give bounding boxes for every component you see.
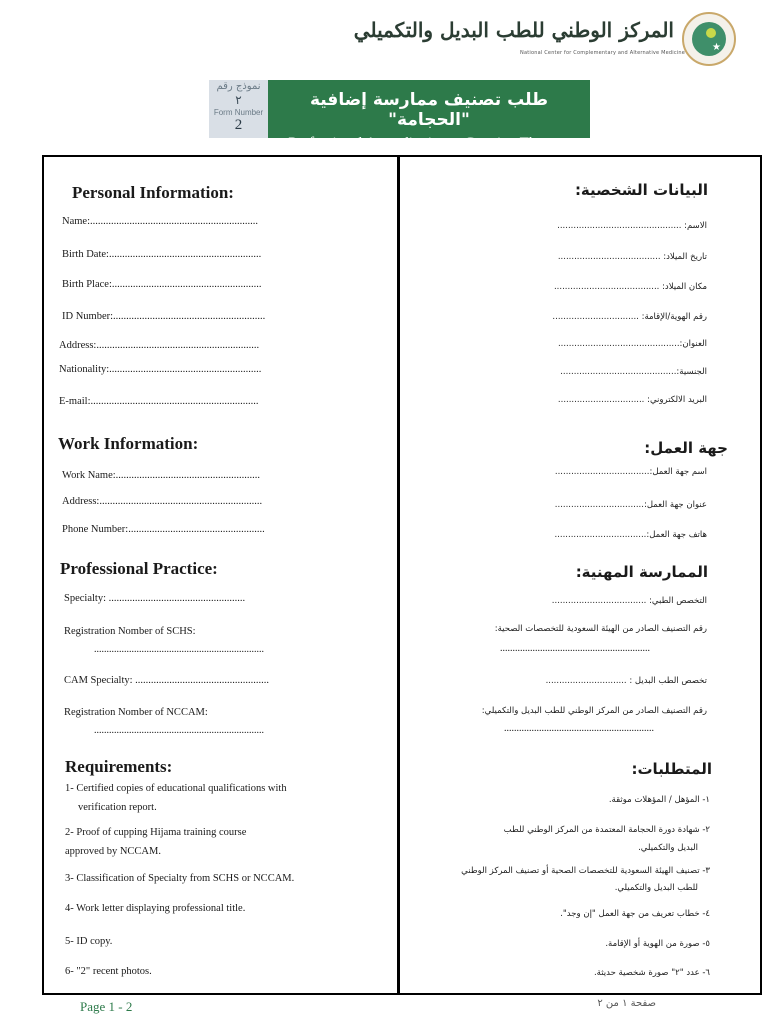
field-id-number-ar[interactable]: رقم الهوية/الإقامة: ................................ (552, 312, 707, 322)
requirement-item-ar: للطب البديل والتكميلي. (614, 883, 698, 893)
field-specialty-ar[interactable]: التخصص الطبي: ................................... (551, 596, 707, 606)
column-divider (397, 155, 400, 995)
field-birth-place-en[interactable]: Birth Place:......................................................... (62, 279, 262, 290)
work-heading-en: Work Information: (58, 434, 199, 453)
form-title-en: Professional Accreditation -- Cupping Therapy (288, 135, 570, 151)
requirement-item: 5- ID copy. (65, 936, 113, 947)
requirement-item: 1- Certified copies of educational qualifications with (65, 783, 287, 794)
requirement-item-ar: ٥- صورة من الهوية أو الإقامة. (605, 939, 710, 949)
field-cam-specialty-en[interactable]: CAM Specialty: ................................................... (64, 675, 270, 686)
form-number-ar: ٢ (235, 93, 242, 107)
field-nationality-ar[interactable]: الجنسية:........................................... (560, 367, 707, 377)
personal-heading-ar: البيانات الشخصية: (574, 181, 708, 199)
field-schs-line-en[interactable]: .................................................................... (94, 644, 264, 655)
field-cam-specialty-ar[interactable]: تخصص الطب البديل : .............................. (545, 676, 707, 686)
form-number-label-en: Form Number (213, 108, 264, 117)
field-work-name-en[interactable]: Work Name:....................................................... (62, 470, 261, 481)
field-nccam-line-en[interactable]: .................................................................... (94, 725, 264, 736)
requirement-item: 6- "2" recent photos. (65, 966, 152, 977)
field-nccam-label-ar: رقم التصنيف الصادر من المركز الوطني للطب البديل والتكميلي: (481, 706, 707, 716)
requirement-item-ar: البديل والتكميلي. (638, 843, 698, 853)
field-nccam-line-ar[interactable]: ............................................................ (504, 723, 654, 734)
field-birth-date-ar[interactable]: تاريخ الميلاد: ...................................... (557, 252, 707, 262)
field-birth-place-ar[interactable]: مكان الميلاد: ....................................... (553, 282, 707, 292)
requirement-item: 2- Proof of cupping Hijama training course (65, 827, 247, 838)
form-number-box (209, 80, 268, 138)
field-email-en[interactable]: E-mail:................................................................ (59, 396, 259, 407)
work-heading-ar: جهة العمل: (644, 439, 728, 457)
page-number-ar: صفحة ١ من ٢ (597, 998, 656, 1009)
requirement-item-ar: ٣- تصنيف الهيئة السعودية للتخصصات الصحية أو تصنيف المركز الوطني (461, 866, 710, 876)
requirement-item: approved by NCCAM. (65, 846, 161, 857)
field-phone-en[interactable]: Phone Number:.................................................... (62, 524, 265, 535)
field-schs-label-ar: رقم التصنيف الصادر من الهيئة السعودية للتخصصات الصحية: (494, 624, 707, 634)
field-specialty-en[interactable]: Specialty: .................................................... (64, 593, 246, 604)
field-work-address-en[interactable]: Address:.............................................................. (62, 496, 263, 507)
field-work-address-ar[interactable]: عنوان جهة العمل:................................. (554, 500, 707, 510)
field-work-name-ar[interactable]: اسم جهة العمل:................................... (554, 467, 707, 477)
personal-heading-en: Personal Information: (72, 183, 234, 202)
form-number-en: 2 (234, 117, 243, 133)
practice-heading-ar: الممارسة المهنية: (575, 563, 708, 581)
field-schs-label-en: Registration Nomber of SCHS: (64, 626, 196, 637)
requirement-item-ar: ٦- عدد "٢" صورة شخصية حديثة. (593, 968, 710, 978)
center-logo-icon: ★ (682, 12, 736, 66)
requirement-item-ar: ١- المؤهل / المؤهلات موثقة. (608, 795, 710, 805)
field-work-phone-ar[interactable]: هاتف جهة العمل:.................................. (554, 530, 707, 540)
form-number-label-ar: نموذج رقم (216, 81, 261, 92)
field-nccam-label-en: Registration Nomber of NCCAM: (64, 707, 208, 718)
logo-arabic-text: المركز الوطني للطب البديل والتكميلي (353, 18, 674, 42)
requirement-item-ar: ٤- خطاب تعريف من جهة العمل "إن وجد". (560, 909, 710, 919)
field-email-ar[interactable]: البريد الالكتروني: ................................ (557, 395, 707, 405)
page-number-en: Page 1 - 2 (80, 999, 133, 1014)
requirement-item: 3- Classification of Specialty from SCHS or NCCAM. (65, 873, 295, 884)
field-name-ar[interactable]: الاسم: .............................................. (557, 221, 707, 231)
logo-english-text: National Center for Complementary and Alternative Medicine (520, 50, 686, 56)
requirements-heading-en: Requirements: (65, 757, 173, 776)
requirement-item-ar: ٢- شهادة دورة الحجامة المعتمدة من المركز الوطني للطب (503, 825, 710, 835)
field-name-en[interactable]: Name:................................................................ (62, 216, 258, 227)
field-nationality-en[interactable]: Nationality:.......................................................... (59, 364, 262, 375)
requirement-item: verification report. (78, 802, 157, 813)
practice-heading-en: Professional Practice: (60, 559, 218, 578)
field-address-ar[interactable]: العنوان:............................................. (557, 339, 707, 349)
form-title-ar: طلب تصنيف ممارسة إضافية "الحجامة" (309, 90, 549, 130)
requirements-heading-ar: المتطلبات: (631, 760, 712, 778)
form-title-box (268, 80, 590, 151)
field-address-en[interactable]: Address:.............................................................. (59, 340, 260, 351)
field-birth-date-en[interactable]: Birth Date:.......................................................... (62, 249, 262, 260)
requirement-item: 4- Work letter displaying professional title. (65, 903, 246, 914)
field-schs-line-ar[interactable]: ............................................................ (500, 643, 650, 654)
field-id-number-en[interactable]: ID Number:.......................................................... (62, 311, 266, 322)
